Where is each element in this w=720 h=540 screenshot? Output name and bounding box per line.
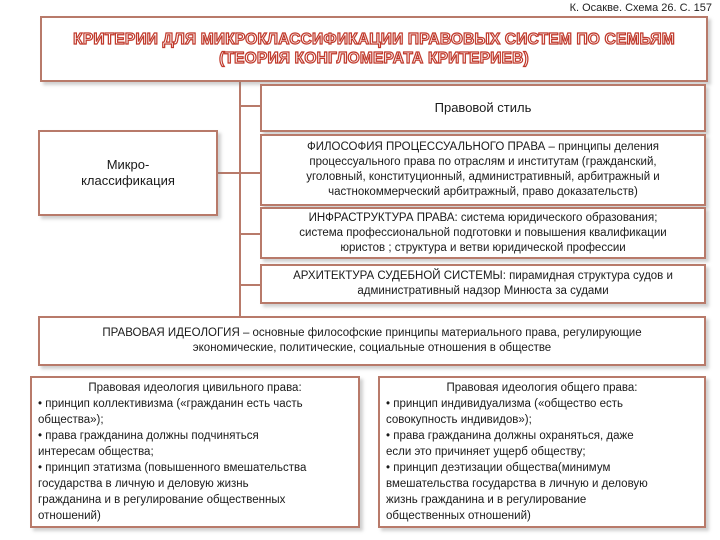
micro-line-2: классификация — [81, 173, 175, 188]
ideology-line-2: экономические, политические, социальные отношения в обществе — [192, 342, 552, 354]
common-line: общественных отношений) — [386, 510, 531, 522]
civil-line: интересам общества; — [38, 446, 154, 458]
common-line: вмешательства государства в личную и деловую — [386, 478, 648, 490]
procedural-line-3: уголовный, конституционный, административный, арбитражный и — [306, 171, 660, 183]
connector-to-court — [240, 284, 260, 286]
title-line-2: (ТЕОРИЯ КОНГЛОМЕРАТА КРИТЕРИЕВ) — [219, 50, 529, 67]
micro-line-1: Микро- — [106, 157, 150, 172]
civil-law-ideology-box — [30, 376, 360, 528]
court-line-1: АРХИТЕКТУРА СУДЕБНОЙ СИСТЕМЫ: пирамидная структура судов и — [293, 270, 673, 282]
infrastructure-line-2: система профессиональной подготовки и повышения квалификации — [299, 226, 667, 239]
court-system-box — [260, 264, 706, 304]
procedural-line-1: ФИЛОСОФИЯ ПРОЦЕССУАЛЬНОГО ПРАВА – принципы деления — [306, 141, 660, 153]
civil-line: государства в личную и деловую жизнь — [38, 478, 249, 490]
common-line: если это причиняет ущерб обществу; — [386, 446, 586, 458]
infrastructure-line-3: юристов ; структура и ветви юридической профессии — [340, 241, 626, 254]
common-heading: Правовая идеология общего права: — [446, 382, 638, 394]
connector-to-procedural — [240, 172, 260, 174]
procedural-line-2: процессуального права по отраслям и институтам (гражданский, — [309, 156, 657, 168]
common-line: • принцип деэтизации общества(минимум — [386, 462, 611, 474]
legal-style-label: Правовой стиль — [434, 100, 532, 115]
micro-classification-box — [38, 130, 218, 216]
court-line-2: административный надзор Минюста за судами — [357, 285, 609, 297]
common-line: совокупность индивидов»); — [386, 414, 532, 426]
connector-to-style — [240, 105, 260, 107]
procedural-law-box — [260, 134, 706, 206]
connector-trunk — [239, 80, 241, 316]
title-box — [40, 16, 708, 82]
infrastructure-box — [260, 207, 706, 259]
connector-to-infrastructure — [240, 233, 260, 235]
civil-line: • принцип этатизма (повышенного вмешательства — [38, 462, 307, 474]
civil-line: отношений) — [38, 510, 101, 522]
civil-line: • принцип коллективизма («гражданин есть часть — [38, 398, 303, 410]
ideology-line-1: ПРАВОВАЯ ИДЕОЛОГИЯ – основные философские принципы материального права, регулирующие — [102, 327, 642, 339]
common-line: • принцип индивидуализма («общество есть — [386, 398, 624, 410]
common-line: жизнь гражданина и в регулирование — [386, 494, 587, 506]
source-caption: К. Осакве. Схема 26. С. 157 — [569, 2, 712, 14]
legal-style-box — [260, 84, 706, 132]
civil-line: общества»); — [38, 414, 104, 426]
common-line: • права гражданина должны охраняться, даже — [386, 430, 634, 442]
civil-heading: Правовая идеология цивильного права: — [88, 382, 302, 394]
legal-ideology-box — [38, 316, 706, 366]
civil-line: • права гражданина должны подчиняться — [38, 430, 259, 442]
title-line-1: КРИТЕРИИ ДЛЯ МИКРОКЛАССИФИКАЦИИ ПРАВОВЫХ СИСТЕМ ПО СЕМЬЯМ — [73, 31, 675, 48]
procedural-line-4: частнокоммерческий арбитражный, право доказательств) — [328, 186, 638, 198]
connector-to-micro — [218, 172, 240, 174]
infrastructure-line-1: ИНФРАСТРУКТУРА ПРАВА: система юридического образования; — [308, 211, 658, 224]
common-law-ideology-box — [378, 376, 706, 528]
civil-line: гражданина и в регулирование общественных — [38, 494, 286, 506]
